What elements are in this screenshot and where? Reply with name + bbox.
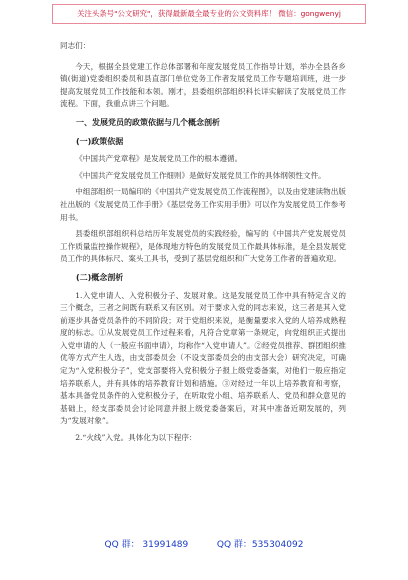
paragraph: 《中国共产党章程》是发展党员工作的根本遵循。 (75, 154, 243, 164)
paragraph: 2.“火线”入党。具体化为以下程序： (75, 433, 197, 443)
paragraph: 中组部组织一局编印的《中国共产党发展党员工作流程图》，以及由党建读物出版社出版的《发展党员工作手册》《基层党务工作实用手册》可以作为发展党员工作参考用书。 (60, 187, 346, 222)
paragraph: 《中国共产党发展党员工作细则》是做好发展党员工作的具体纲领性文件。 (75, 170, 326, 180)
subsection-heading: (一)政策依据 (76, 136, 124, 146)
qq-group-2: QQ 群：535304092 (216, 540, 304, 550)
paragraph: 1.入党申请人、入党积极分子、发展对象。这是发展党员工作中具有特定含义的三个概念，三者之间既有联系又有区别。对于要求入党的同志来说，这三者是其入党前逐步具备党员条件的不同阶段；对于党组织来说，是衡量要求入党的人培养成熟程度的标志。①从发展党员工作过程来看，凡符合党章第一条规定，向党组织正式提出入党申请的人（一般应书面申请），均称作“入党申请人”。②经党员推荐、群团组织推优等方式产生人选，由支部委员会（不设支部委员会的由支部大会）研究决定，可确定为“入党积极分子”，党支部要将入党积极分子报上级党委备案，对他们一般应指定培养联系人，并有具体的培养教育计划和措施。③对经过一年以上培养教育和考察，基本具备党员条件的入党积极分子，在听取党小组、培养联系人、党员和群众意见的基础上，经支部委员会讨论同意并报上级党委备案后，对其中准备近期发展的，列为“发展对象”。 (60, 290, 346, 426)
section-heading: 一、发展党员的政策依据与几个概念剖析 (76, 117, 220, 127)
document-body (60, 40, 346, 449)
paragraph: 县委组织部组织科总结历年发展党员的实践经验，编写的《中国共产党发展党员工作质量监控操作规程》，是体现地方特色的发展党员工作最具体标准，是全县发展党员工作的具体标尺、案头工具书，受到了基层党组织和广大党务工作者的普遍欢迎。 (60, 229, 346, 264)
intro-paragraph: 今天，根据全县党建工作总体部署和年度发展党员工作指导计划，举办全县各乡镇(街道)党委组织委员和县直部门单位党务工作者发展党员工作专题培训班，进一步提高发展党员工作技能和本领。刚才，县委组织部组织科长详实解读了发展党员工作流程。下面，我重点讲三个问题。 (60, 61, 346, 109)
footer-qq-groups (0, 537, 408, 550)
subsection-heading: (二)概念剖析 (76, 272, 124, 282)
header-banner: 关注头条号"公文研究"，获得最新最全最专业的公文资料库！ 微信：gongwenyj (52, 4, 366, 24)
qq-group-1: QQ 群： 31991489 (104, 540, 189, 550)
greeting: 同志们： (60, 41, 91, 50)
